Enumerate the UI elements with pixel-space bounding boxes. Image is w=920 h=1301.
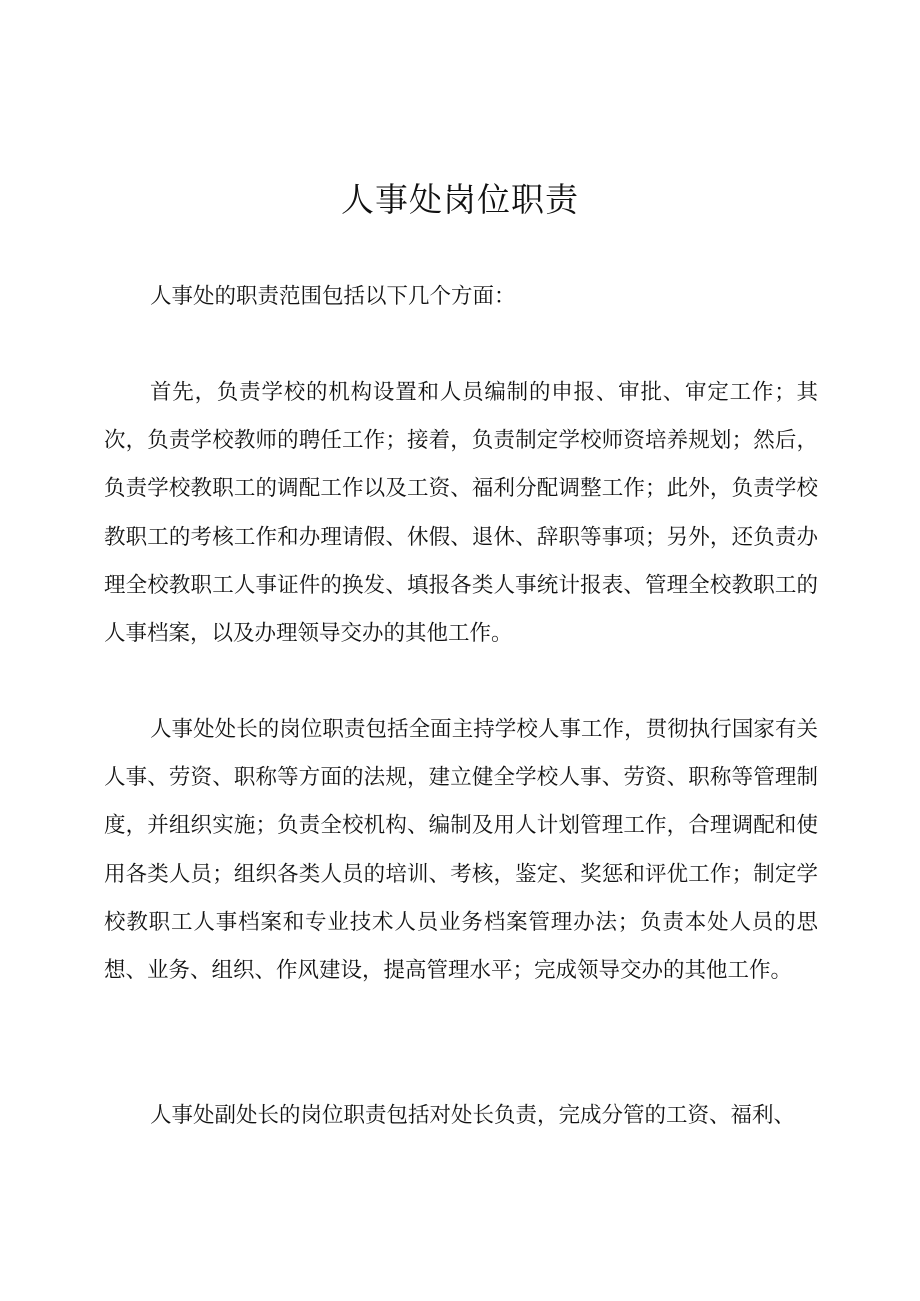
intro-paragraph: 人事处的职责范围包括以下几个方面： xyxy=(150,284,516,309)
document-title: 人事处岗位职责 xyxy=(341,180,579,219)
deputy-director-duties-paragraph: 人事处副处长的岗位职责包括对处长负责，完成分管的工资、福利、 xyxy=(150,1103,796,1128)
office-duties-paragraph: 首先，负责学校的机构设置和人员编制的申报、审批、审定工作；其次，负责学校教师的聘任工作；接着，负责制定学校师资培养规划；然后，负责学校教职工的调配工作以及工资、福利分配调整工作；此外，负责学校教职工的考核工作和办理请假、休假、退休、辞职等事项；另外，还负责办理全校教职工人事证件的换发、填报各类人事统计报表、管理全校教职工的人事档案，以及办理领导交办的其他工作。 xyxy=(104,380,818,647)
director-duties-paragraph: 人事处处长的岗位职责包括全面主持学校人事工作，贯彻执行国家有关人事、劳资、职称等方面的法规，建立健全学校人事、劳资、职称等管理制度，并组织实施；负责全校机构、编制及用人计划管理工作，合理调配和使用各类人员；组织各类人员的培训、考核，鉴定、奖惩和评优工作；制定学校教职工人事档案和专业技术人员业务档案管理办法；负责本处人员的思想、业务、组织、作风建设，提高管理水平；完成领导交办的其他工作。 xyxy=(104,717,818,984)
